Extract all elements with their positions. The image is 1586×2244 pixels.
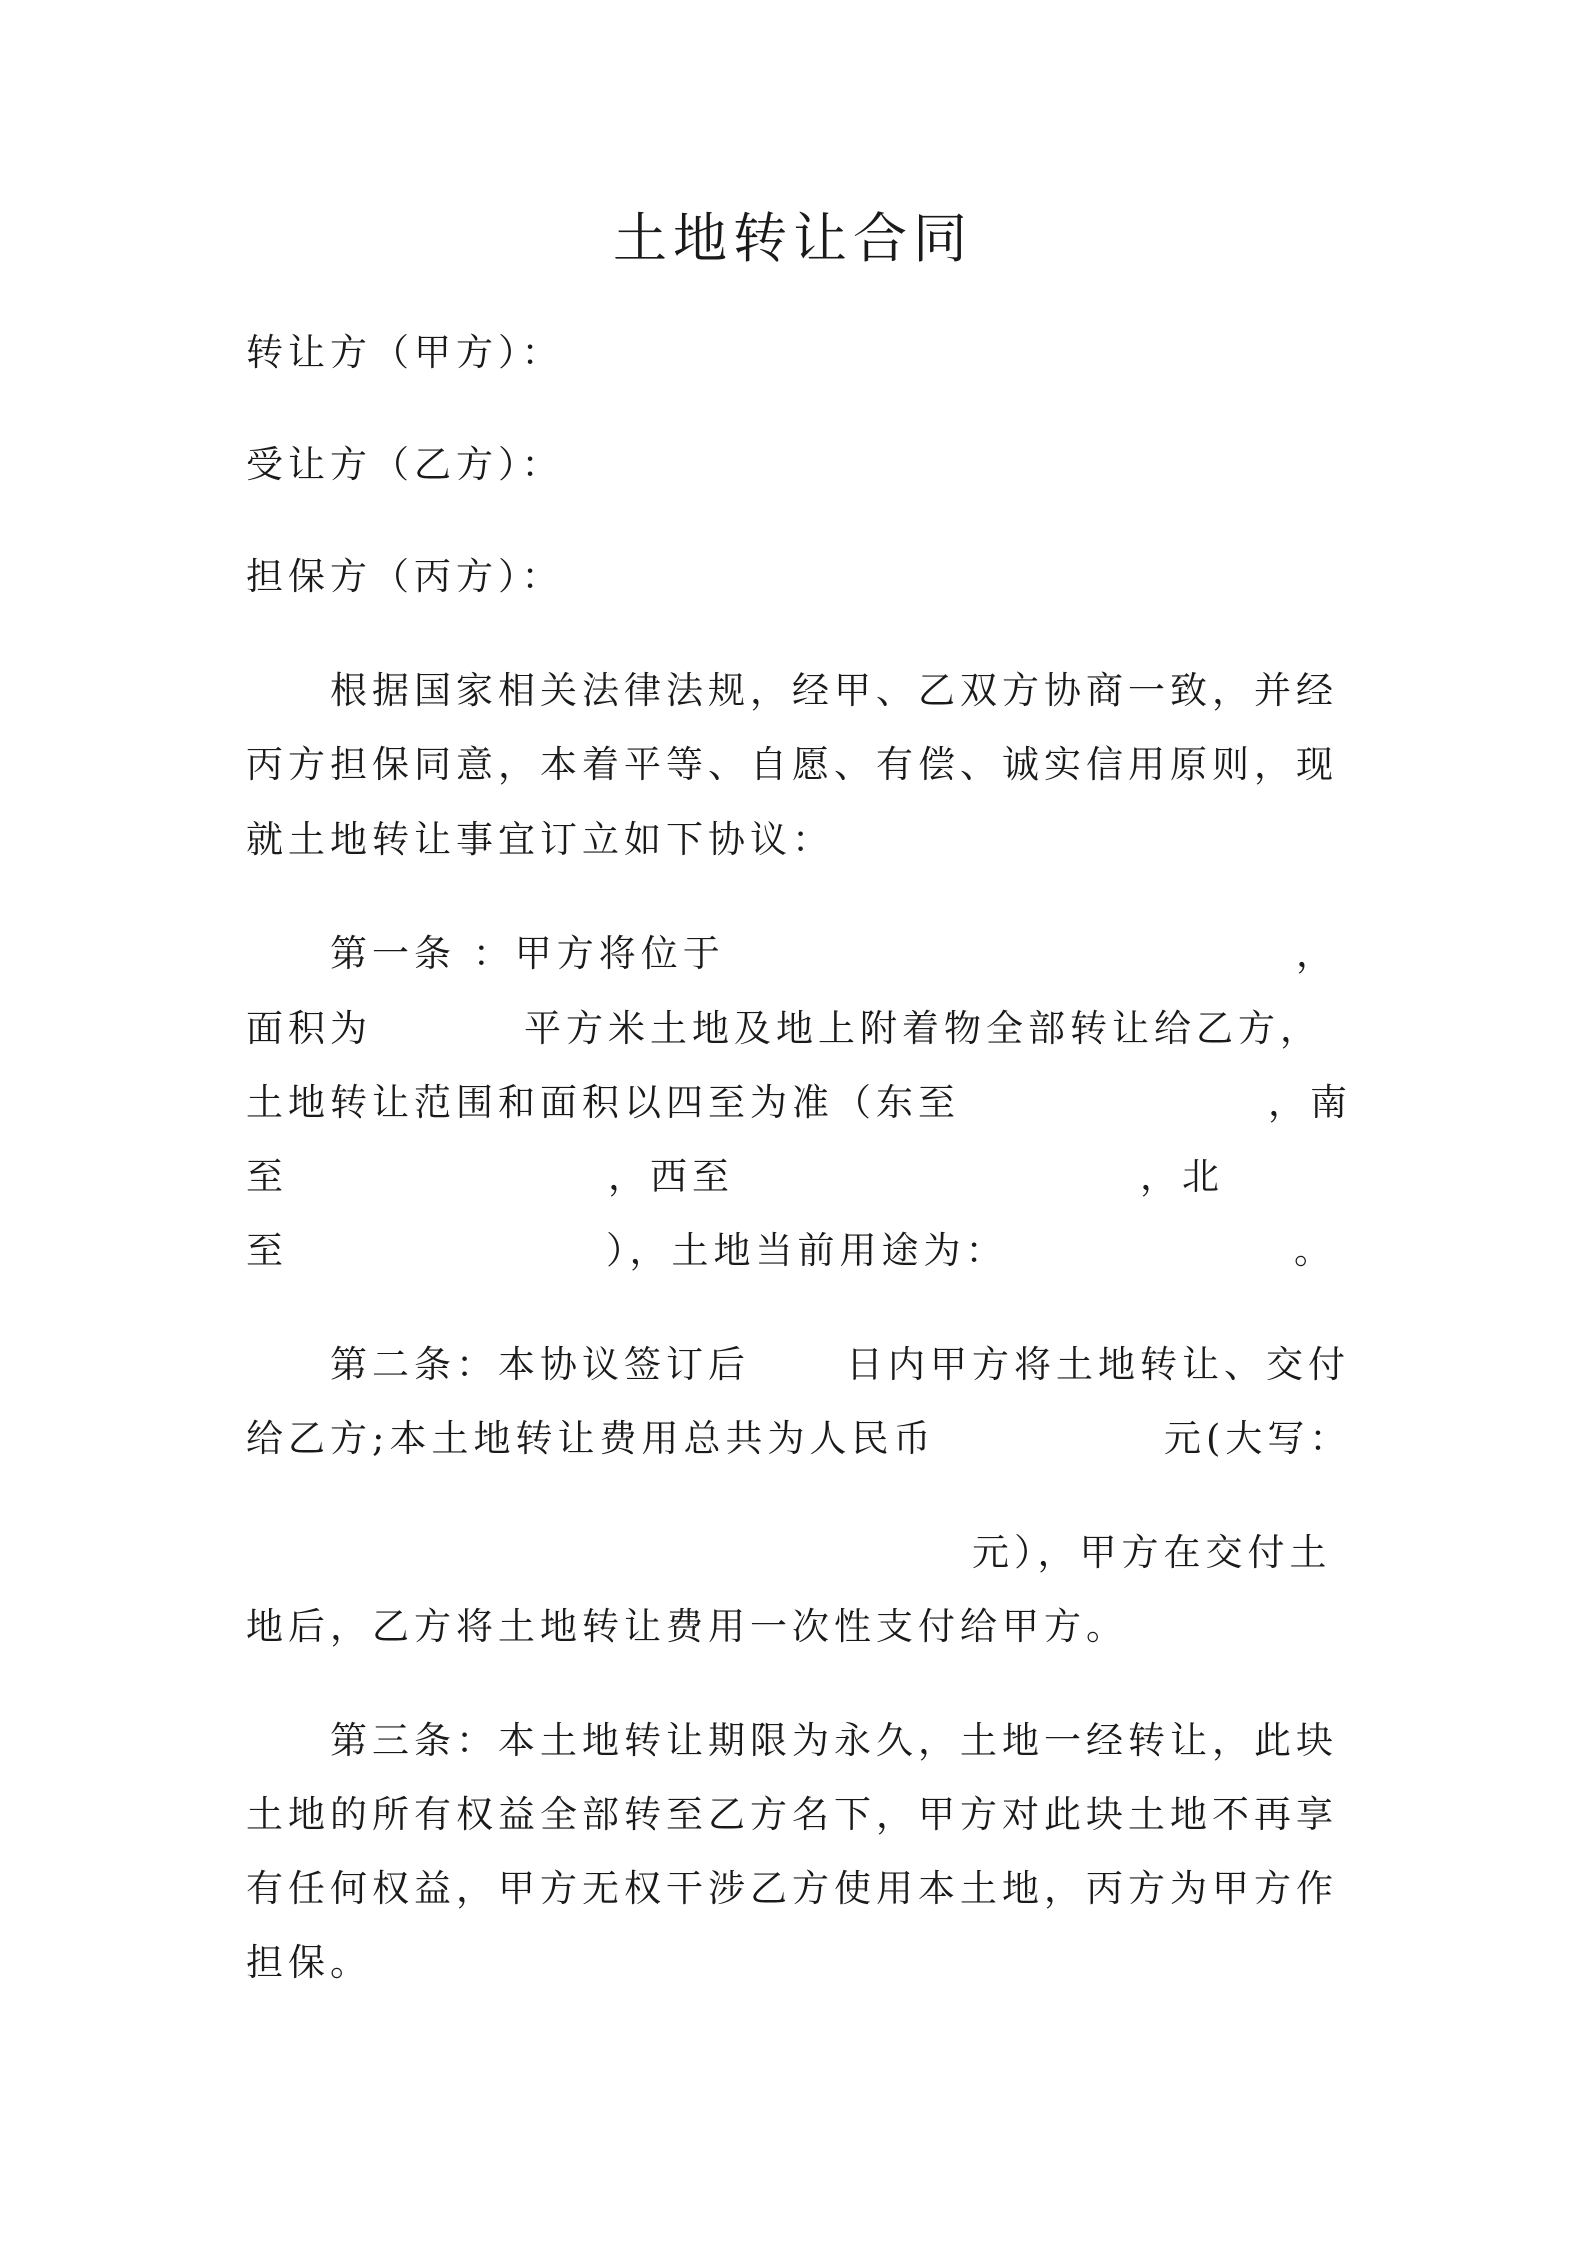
guarantor-line: 担保方（丙方）： [246, 555, 564, 598]
transferee-line: 受让方（乙方）： [246, 443, 564, 486]
article3-line-2: 土地的所有权益全部转至乙方名下，甲方对此块土地不再享 [246, 1793, 1338, 1836]
article1-line1-end: ， [1296, 932, 1338, 975]
article3-line-3: 有任何权益，甲方无权干涉乙方使用本土地，丙方为甲方作 [246, 1867, 1338, 1910]
preamble-line-3: 就土地转让事宜订立如下协议： [246, 818, 834, 861]
article2-line2-end: 元(大写： [1164, 1417, 1352, 1460]
article2-line3: 元），甲方在交付土 [972, 1531, 1332, 1574]
article2-line2-start: 给乙方;本土地转让费用总共为人民币 [246, 1417, 936, 1460]
article1-line4-b: ，西至 [608, 1155, 734, 1198]
article1-line5-b: ），土地当前用途为： [606, 1229, 1008, 1272]
article1-line3-start: 土地转让范围和面积以四至为准（东至 [246, 1081, 960, 1124]
article1-line2-start: 面积为 [246, 1007, 372, 1050]
article1-line4-c: ，北 [1140, 1155, 1224, 1198]
article3-line-1: 第三条：本土地转让期限为永久，土地一经转让，此块 [330, 1719, 1338, 1762]
article1-line3-end: ，南 [1268, 1081, 1352, 1124]
preamble-line-1: 根据国家相关法律法规，经甲、乙双方协商一致，并经 [330, 669, 1338, 712]
article1-line4-a: 至 [246, 1155, 288, 1198]
article1-line1-start: 第一条 ：甲方将位于 [330, 932, 725, 975]
article2-line4: 地后，乙方将土地转让费用一次性支付给甲方。 [246, 1605, 1128, 1648]
article1-line5-a: 至 [246, 1229, 288, 1272]
article2-line1-start: 第二条：本协议签订后 [330, 1343, 750, 1386]
article3-line-4: 担保。 [246, 1941, 372, 1984]
document-title: 土地转让合同 [613, 207, 973, 270]
transferor-line: 转让方（甲方）： [246, 331, 564, 374]
article2-line1-end: 日内甲方将土地转让、交付 [846, 1343, 1350, 1386]
preamble-line-2: 丙方担保同意，本着平等、自愿、有偿、诚实信用原则，现 [246, 743, 1338, 786]
article1-line5-c: 。 [1294, 1229, 1336, 1272]
article1-line2-end: 平方米土地及地上附着物全部转让给乙方， [524, 1007, 1322, 1050]
